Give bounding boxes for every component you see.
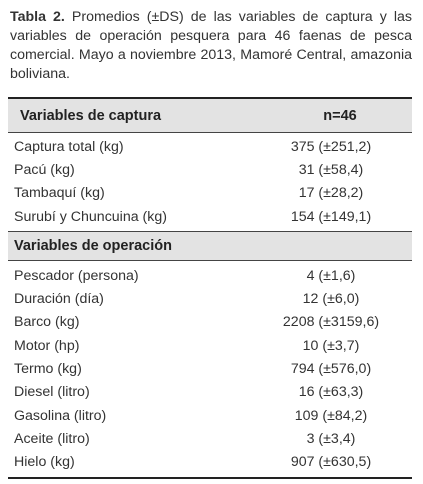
- row-label: Motor (hp): [14, 337, 80, 354]
- table-row: [8, 427, 412, 450]
- row-value: 109 (±84,2): [294, 407, 368, 424]
- table-header-row: [8, 99, 412, 132]
- row-label: Termo (kg): [14, 361, 82, 378]
- row-label: Diesel (litro): [14, 384, 90, 401]
- row-value: 375 (±251,2): [290, 138, 372, 155]
- table-bottom-rule: [8, 477, 412, 479]
- data-table: [8, 97, 412, 479]
- row-value: 10 (±3,7): [302, 337, 360, 354]
- row-label: Captura total (kg): [14, 138, 124, 155]
- row-value: 4 (±1,6): [306, 267, 356, 284]
- table-row: [8, 135, 412, 158]
- row-label: Duración (día): [14, 291, 104, 308]
- row-value: 12 (±6,0): [302, 291, 360, 308]
- row-label: Barco (kg): [14, 314, 80, 331]
- row-value: 3 (±3,4): [306, 430, 356, 447]
- table-row: [8, 158, 412, 181]
- row-label: Tambaquí (kg): [14, 185, 105, 202]
- table-row: [8, 357, 412, 380]
- row-label: Pacú (kg): [14, 161, 75, 178]
- table-row: [8, 381, 412, 404]
- row-label: Surubí y Chuncuina (kg): [14, 208, 167, 225]
- table-row: [8, 404, 412, 427]
- capture-rows: [8, 133, 412, 231]
- row-label: Gasolina (litro): [14, 407, 107, 424]
- row-value: 16 (±63,3): [298, 384, 364, 401]
- row-value: 794 (±576,0): [290, 361, 372, 378]
- table-row: [8, 182, 412, 205]
- row-value: 31 (±58,4): [298, 161, 364, 178]
- row-value: 907 (±630,5): [290, 454, 372, 471]
- table-caption: [10, 8, 412, 84]
- section-header-operacion: Variables de operación: [8, 232, 412, 260]
- table-row: [8, 451, 412, 474]
- header-sample-size: n=46: [323, 107, 357, 124]
- operation-rows: [8, 261, 412, 477]
- row-label: Hielo (kg): [14, 454, 75, 471]
- row-label: Pescador (persona): [14, 267, 139, 284]
- table-row: [8, 205, 412, 228]
- caption-label: Tabla 2.: [10, 9, 65, 25]
- table-row: [8, 264, 412, 287]
- row-value: 2208 (±3159,6): [282, 314, 380, 331]
- table-row: [8, 287, 412, 310]
- row-label: Aceite (litro): [14, 430, 90, 447]
- header-variables-de-captura: Variables de captura: [20, 107, 162, 124]
- table-row: [8, 311, 412, 334]
- table-row: [8, 334, 412, 357]
- caption-text: Promedios (±DS) de las variables de captura y las variables de operación pesquera para 46 faenas de pesca comercial. Mayo a noviembre 2013, Mamoré Central, amazonia boliviana.: [10, 9, 412, 82]
- row-value: 154 (±149,1): [290, 208, 372, 225]
- row-value: 17 (±28,2): [298, 185, 364, 202]
